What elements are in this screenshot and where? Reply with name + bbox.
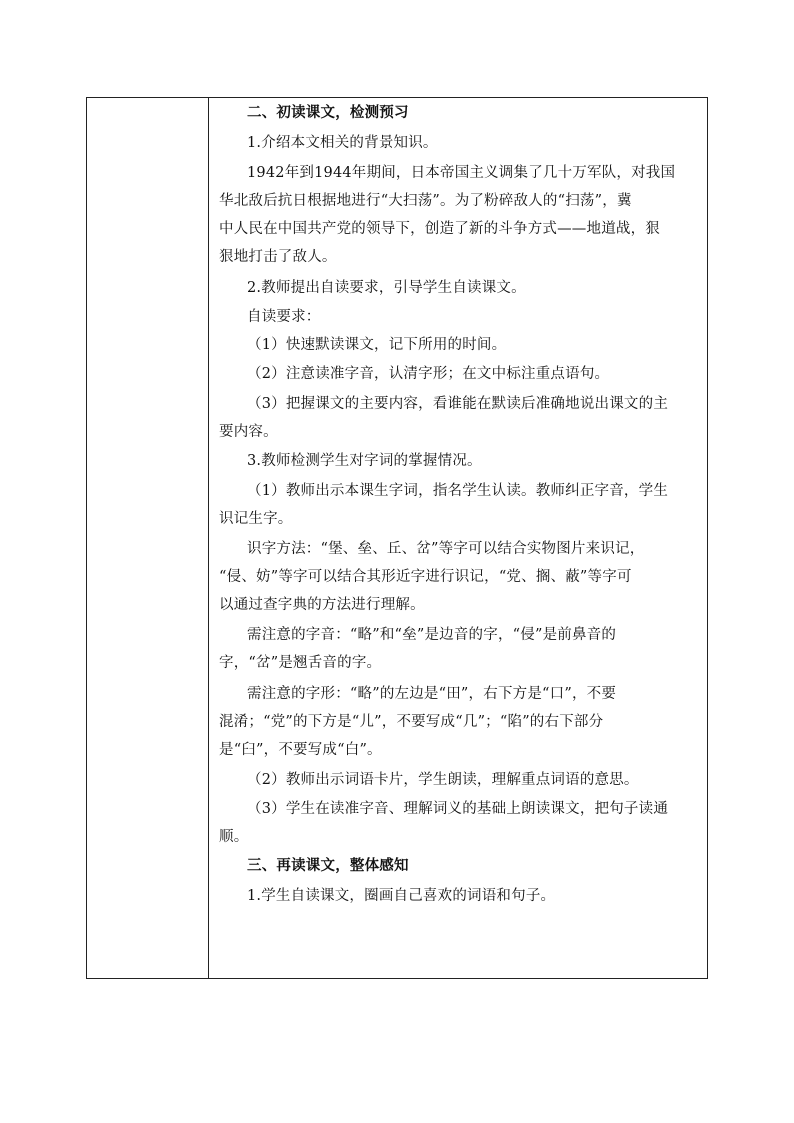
text-line: 识记生字。 bbox=[219, 511, 293, 527]
text-line: 1.介绍本文相关的背景知识。 bbox=[247, 135, 438, 151]
text-line: 2.教师提出自读要求，引导学生自读课文。 bbox=[247, 280, 526, 296]
text-line: 3.教师检测学生对字词的掌握情况。 bbox=[247, 453, 482, 469]
text-line: 是“臼”，不要写成“白”。 bbox=[219, 742, 382, 758]
text-line: 字，“岔”是翘舌音的字。 bbox=[219, 655, 382, 671]
text-line: 需注意的字形：“略”的左边是“田”，右下方是“口”，不要 bbox=[247, 686, 617, 702]
text-line: 狠地打击了敌人。 bbox=[219, 249, 337, 265]
table-right-cell bbox=[209, 98, 707, 978]
section-heading: 二、初读课文，检测预习 bbox=[247, 104, 409, 121]
text-line: （3）把握课文的主要内容，看谁能在默读后准确地说出课文的主 bbox=[247, 396, 669, 412]
text-line: 识字方法：“堡、垒、丘、岔”等字可以结合实物图片来识记， bbox=[247, 541, 645, 557]
text-line: 1.学生自读课文，圈画自己喜欢的词语和句子。 bbox=[247, 888, 556, 904]
text-line: 自读要求： bbox=[247, 309, 321, 325]
lesson-table bbox=[86, 97, 708, 979]
table-left-cell bbox=[87, 98, 209, 978]
text-line: “侵、妨”等字可以结合其形近字进行识记，“党、搁、蔽”等字可 bbox=[219, 569, 632, 585]
text-line: 1942年到1944年期间，日本帝国主义调集了几十万军队，对我国 bbox=[247, 165, 676, 181]
text-line: （1）教师出示本课生字词，指名学生认读。教师纠正字音，学生 bbox=[247, 483, 669, 499]
text-line: （3）学生在读准字音、理解词义的基础上朗读课文，把句子读通 bbox=[247, 801, 669, 817]
text-line: 需注意的字音：“略”和“垒”是边音的字，“侵”是前鼻音的 bbox=[247, 627, 617, 643]
text-line: （1）快速默读课文，记下所用的时间。 bbox=[247, 337, 507, 353]
text-line: 混淆；“党”的下方是“儿”，不要写成“几”；“陷”的右下部分 bbox=[219, 714, 604, 730]
text-line: 要内容。 bbox=[219, 424, 278, 440]
text-line: 华北敌后抗日根据地进行“大扫荡”。为了粉碎敌人的“扫荡”，冀 bbox=[219, 193, 632, 209]
text-line: （2）教师出示词语卡片，学生朗读，理解重点词语的意思。 bbox=[247, 772, 639, 788]
text-line: 中人民在中国共产党的领导下，创造了新的斗争方式——地道战，狠 bbox=[219, 221, 660, 237]
text-line: （2）注意读准字音，认清字形；在文中标注重点语句。 bbox=[247, 366, 610, 382]
text-line: 顺。 bbox=[219, 829, 249, 845]
text-line: 以通过查字典的方法进行理解。 bbox=[219, 597, 425, 613]
section-heading: 三、再读课文，整体感知 bbox=[247, 857, 409, 874]
